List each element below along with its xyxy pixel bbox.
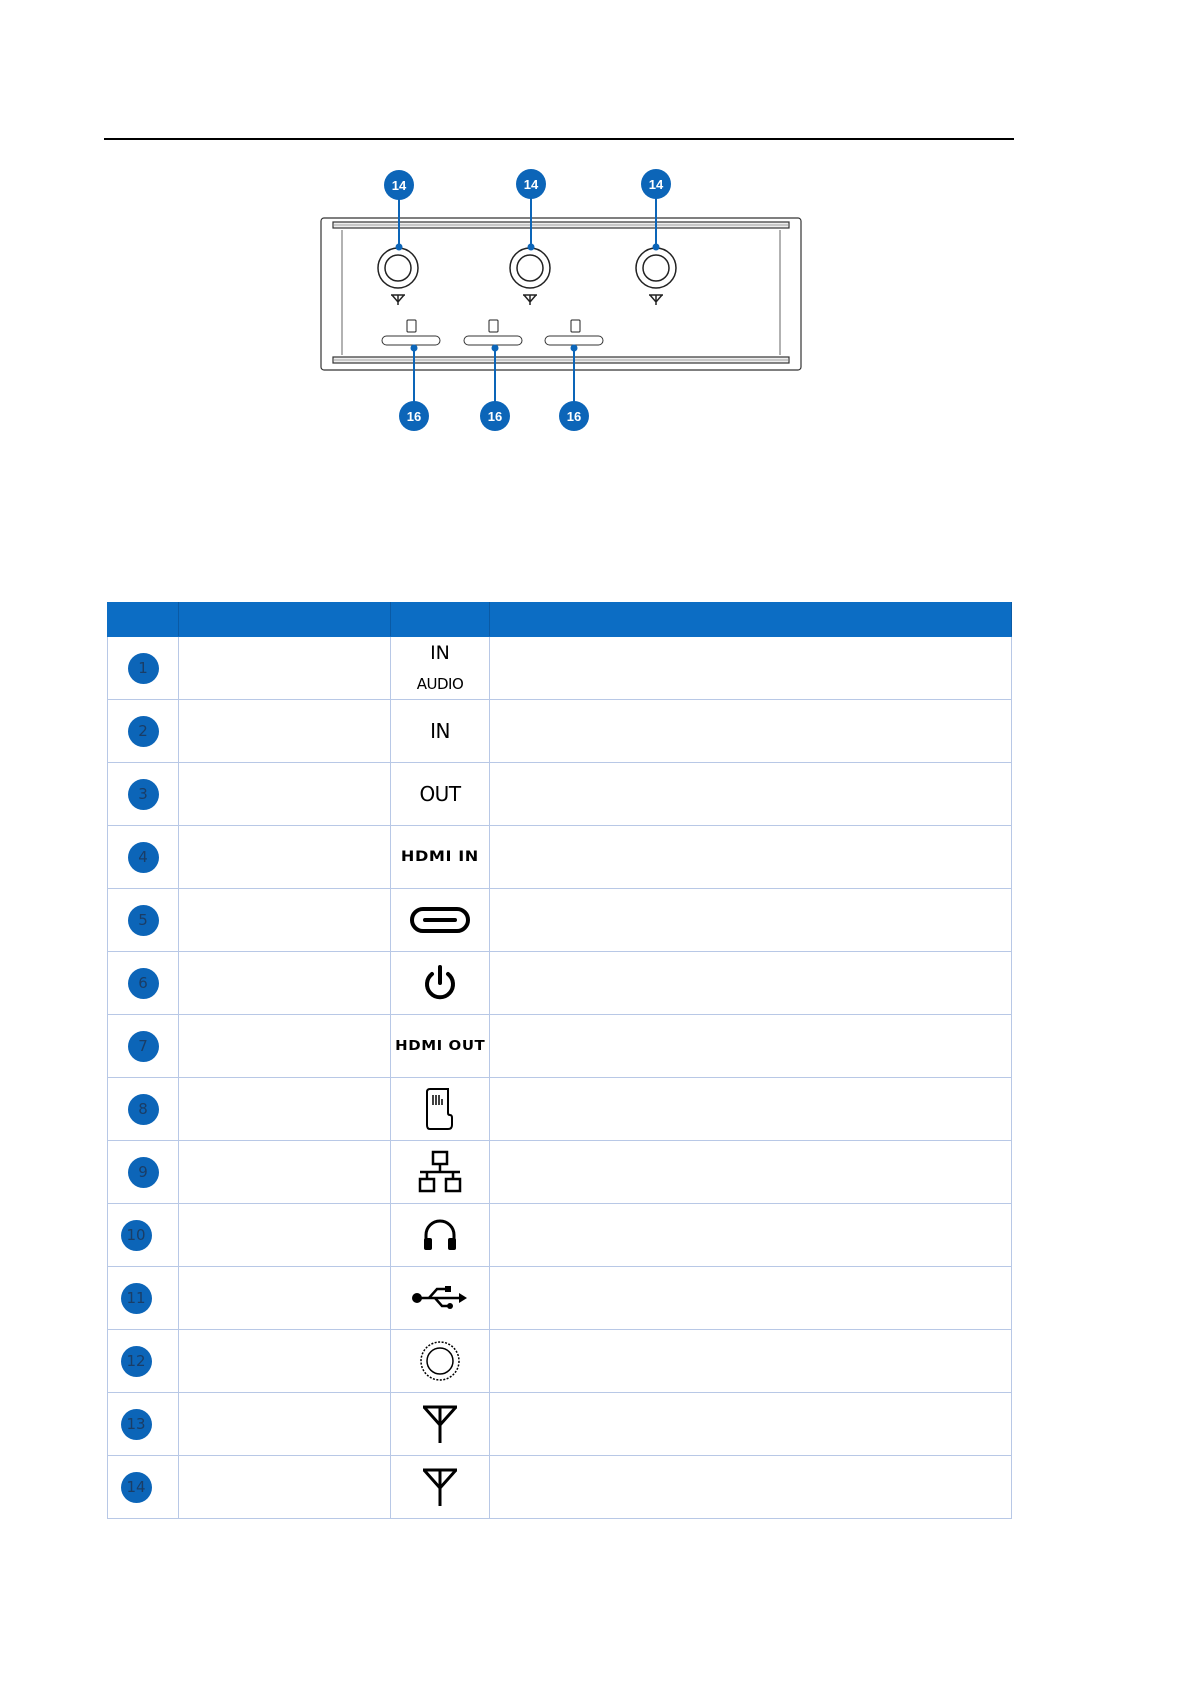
row-number — [108, 637, 179, 700]
row-icon — [391, 763, 490, 826]
table-row — [108, 700, 1012, 763]
row-description — [490, 637, 1012, 700]
table-row — [108, 1078, 1012, 1141]
row-number — [108, 1204, 179, 1267]
callout-top-1 — [384, 170, 414, 200]
row-number — [108, 889, 179, 952]
number-badge: 13 — [121, 1409, 152, 1440]
row-name — [179, 1141, 391, 1204]
row-name — [179, 700, 391, 763]
power-icon — [420, 963, 460, 1003]
row-description — [490, 1204, 1012, 1267]
table-row — [108, 1456, 1012, 1519]
row-icon — [391, 1330, 490, 1393]
number-badge: 2 — [128, 716, 159, 747]
table-row — [108, 637, 1012, 700]
row-number — [108, 1456, 179, 1519]
callout-top-2 — [516, 169, 546, 199]
table-row — [108, 826, 1012, 889]
sd-card-icon — [422, 1085, 458, 1133]
row-name — [179, 1078, 391, 1141]
table-row — [108, 952, 1012, 1015]
number-badge: 3 — [128, 779, 159, 810]
callout-top-3 — [641, 169, 671, 199]
row-icon — [391, 952, 490, 1015]
number-badge: 1 — [128, 653, 159, 684]
network-icon — [416, 1150, 464, 1194]
table-row — [108, 763, 1012, 826]
row-name — [179, 637, 391, 700]
row-number — [108, 952, 179, 1015]
svg-text:14: 14 — [648, 177, 664, 192]
usb-icon — [411, 1284, 469, 1312]
row-icon — [391, 1267, 490, 1330]
antenna-port-icon — [418, 1339, 462, 1383]
row-description — [490, 1456, 1012, 1519]
row-description — [490, 826, 1012, 889]
row-description — [490, 889, 1012, 952]
row-name — [179, 889, 391, 952]
row-icon — [391, 1078, 490, 1141]
number-badge: 5 — [128, 905, 159, 936]
row-description — [490, 1141, 1012, 1204]
hdmi-in-icon: HDMI IN — [401, 849, 479, 865]
row-icon — [391, 1456, 490, 1519]
row-description — [490, 1330, 1012, 1393]
row-name — [179, 1267, 391, 1330]
row-icon — [391, 1393, 490, 1456]
row-icon — [391, 1141, 490, 1204]
sim-slots — [382, 336, 603, 345]
header-description — [490, 603, 1012, 637]
row-number — [108, 1267, 179, 1330]
svg-text:14: 14 — [523, 177, 539, 192]
svg-text:14: 14 — [391, 178, 407, 193]
row-name — [179, 1204, 391, 1267]
row-icon — [391, 889, 490, 952]
table-row — [108, 1015, 1012, 1078]
row-name — [179, 952, 391, 1015]
row-number — [108, 826, 179, 889]
row-number — [108, 763, 179, 826]
ports-table — [107, 602, 1012, 1519]
row-description — [490, 1393, 1012, 1456]
row-number — [108, 1141, 179, 1204]
header-name — [179, 603, 391, 637]
number-badge: 11 — [121, 1283, 152, 1314]
header-number — [108, 603, 179, 637]
number-badge: 12 — [121, 1346, 152, 1377]
table-row — [108, 1393, 1012, 1456]
row-number — [108, 1015, 179, 1078]
out-label-icon: OUT — [419, 782, 461, 806]
row-icon — [391, 826, 490, 889]
antenna-icon — [418, 1466, 462, 1508]
table-row — [108, 1204, 1012, 1267]
row-icon — [391, 637, 490, 700]
table-row — [108, 1267, 1012, 1330]
in-label-icon: IN — [430, 719, 450, 743]
row-name — [179, 1015, 391, 1078]
row-icon — [391, 700, 490, 763]
number-badge: 6 — [128, 968, 159, 999]
antenna-icon — [418, 1403, 462, 1445]
svg-text:16: 16 — [406, 409, 422, 424]
table-row — [108, 1141, 1012, 1204]
row-description — [490, 700, 1012, 763]
number-badge: 7 — [128, 1031, 159, 1062]
number-badge: 14 — [121, 1472, 152, 1503]
callout-bottom-1 — [399, 401, 429, 431]
svg-text:16: 16 — [487, 409, 503, 424]
row-number — [108, 1078, 179, 1141]
table-row — [108, 889, 1012, 952]
row-description — [490, 952, 1012, 1015]
usb-c-icon — [409, 905, 471, 935]
hdmi-out-icon: HDMI OUT — [394, 1039, 486, 1054]
row-number — [108, 1393, 179, 1456]
row-number — [108, 1330, 179, 1393]
row-description — [490, 1267, 1012, 1330]
callout-bottom-3 — [559, 401, 589, 431]
device-body — [321, 218, 801, 370]
row-icon — [391, 1204, 490, 1267]
table-row — [108, 1330, 1012, 1393]
row-name — [179, 763, 391, 826]
header-icon — [391, 603, 490, 637]
audio-in-icon: IN AUDIO — [416, 642, 464, 693]
callout-bottom-2 — [480, 401, 510, 431]
number-badge: 4 — [128, 842, 159, 873]
headphones-icon — [420, 1217, 460, 1253]
row-name — [179, 826, 391, 889]
row-name — [179, 1393, 391, 1456]
device-rear-diagram — [0, 0, 1192, 440]
row-icon — [391, 1015, 490, 1078]
number-badge: 9 — [128, 1157, 159, 1188]
svg-text:16: 16 — [566, 409, 582, 424]
table-header — [108, 603, 1012, 637]
row-description — [490, 763, 1012, 826]
number-badge: 8 — [128, 1094, 159, 1125]
row-description — [490, 1015, 1012, 1078]
number-badge: 10 — [121, 1220, 152, 1251]
row-description — [490, 1078, 1012, 1141]
row-name — [179, 1330, 391, 1393]
row-name — [179, 1456, 391, 1519]
row-number — [108, 700, 179, 763]
